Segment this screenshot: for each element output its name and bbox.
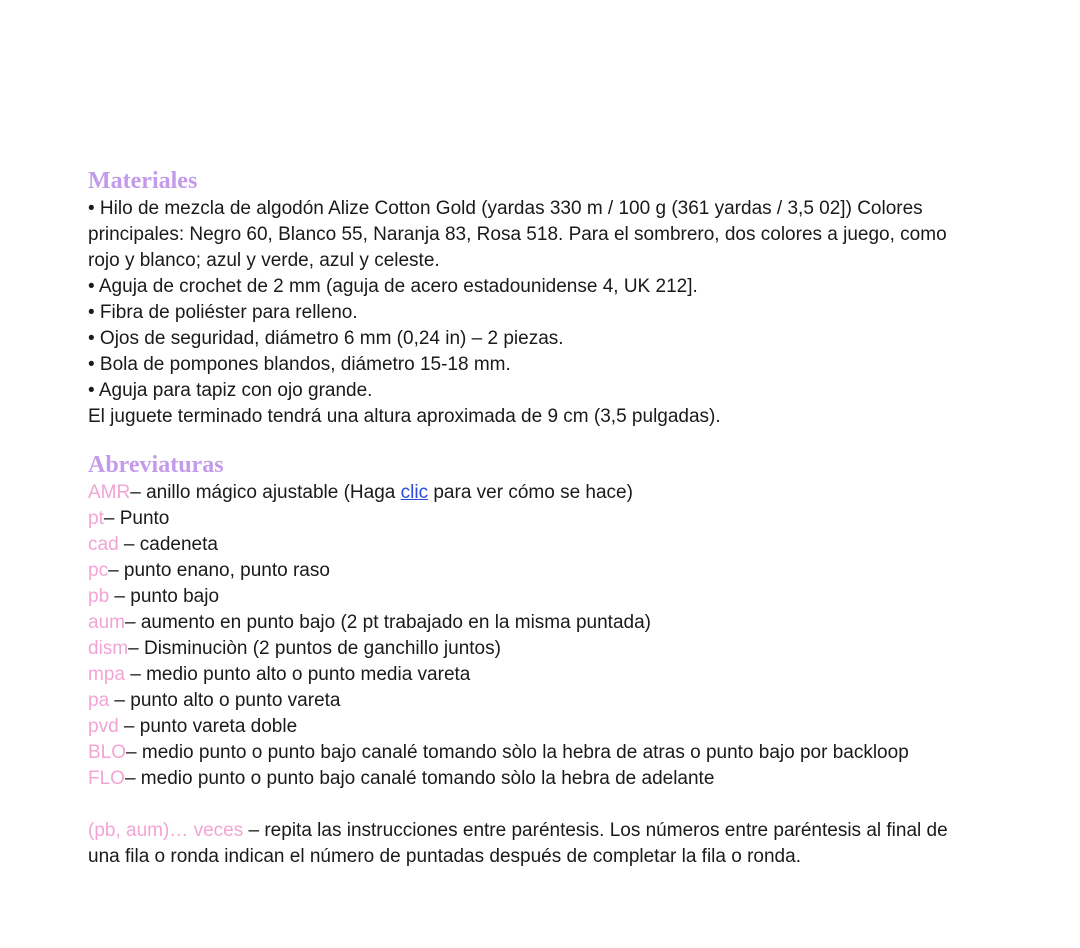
abbreviation-description: – medio punto o punto bajo canalé tomando sòlo la hebra de atras o punto bajo por backloop xyxy=(126,742,909,763)
abbreviation-code: pa xyxy=(88,690,110,711)
abbreviation-code: pvd xyxy=(88,716,119,737)
abbreviation-row xyxy=(88,558,968,584)
abbreviation-row xyxy=(88,610,968,636)
abbreviation-description: – medio punto alto o punto media vareta xyxy=(124,664,471,685)
document-page xyxy=(88,166,968,870)
abbreviation-description: – punto bajo xyxy=(109,586,220,607)
abbreviation-code: BLO xyxy=(88,742,127,763)
materials-item-eyes: • Ojos de seguridad, diámetro 6 mm (0,24 in) – 2 piezas. xyxy=(88,328,564,349)
materials-item-needle: • Aguja para tapiz con ojo grande. xyxy=(88,380,373,401)
materials-item-pompom: • Bola de pompones blandos, diámetro 15-18 mm. xyxy=(88,354,511,375)
section-spacer xyxy=(88,430,968,450)
abbreviation-description: – Disminuciòn (2 puntos de ganchillo juntos) xyxy=(128,638,501,659)
abbreviation-code: cad xyxy=(88,534,119,555)
abbreviation-row xyxy=(88,636,968,662)
repeat-explanation: – repita las instrucciones entre paréntesis. Los números entre paréntesis al final de una fila o ronda indican el número de puntadas después de completar la fila o ronda. xyxy=(88,820,948,867)
abbreviations-list xyxy=(88,480,968,792)
finished-size-note: El juguete terminado tendrá una altura aproximada de 9 cm (3,5 pulgadas). xyxy=(88,406,721,427)
materials-item-stuffing: • Fibra de poliéster para relleno. xyxy=(88,302,358,323)
abbreviation-code: pt xyxy=(88,508,104,529)
abbreviation-description: – punto vareta doble xyxy=(118,716,298,737)
materials-heading: Materiales xyxy=(88,168,198,194)
abbreviation-code: pc xyxy=(88,560,109,581)
materials-item-yarn: • Hilo de mezcla de algodón Alize Cotton Gold (yardas 330 m / 100 g (361 yardas / 3,5 02]) Colores principales: Negro 60, Blanco 55, Naranja 83, Rosa 518. Para el sombrero, dos colores a juego, como rojo y blanco; azul y verde, azul y celeste. xyxy=(88,198,947,271)
abbreviation-description: – punto alto o punto vareta xyxy=(109,690,341,711)
abbreviation-code: AMR xyxy=(88,482,131,503)
abbreviation-description: – punto enano, punto raso xyxy=(108,560,330,581)
abbreviation-row xyxy=(88,584,968,610)
abbreviation-row xyxy=(88,740,968,766)
abbreviation-row-amr xyxy=(88,480,968,506)
abbreviation-code: dism xyxy=(88,638,129,659)
abbreviation-description: – medio punto o punto bajo canalé tomando sòlo la hebra de adelante xyxy=(124,768,715,789)
abbreviations-heading: Abreviaturas xyxy=(88,452,224,478)
abbreviation-row xyxy=(88,766,968,792)
materials-item-hook: • Aguja de crochet de 2 mm (aguja de acero estadounidense 4, UK 212]. xyxy=(88,276,698,297)
abbreviation-code: pb xyxy=(88,586,110,607)
abbreviation-description: – cadeneta xyxy=(118,534,218,555)
abbreviation-row xyxy=(88,662,968,688)
abbreviation-code: aum xyxy=(88,612,125,633)
paragraph-spacer xyxy=(88,792,968,818)
abbreviation-code: mpa xyxy=(88,664,125,685)
abbreviation-code: FLO xyxy=(88,768,125,789)
abbreviation-description-tail: para ver cómo se hace) xyxy=(428,482,633,503)
magic-ring-tutorial-link[interactable]: clic xyxy=(400,482,429,503)
materials-list xyxy=(88,196,968,404)
abbreviation-description: – aumento en punto bajo (2 pt trabajado en la misma puntada) xyxy=(124,612,651,633)
abbreviation-description: – Punto xyxy=(103,508,170,529)
abbreviation-row xyxy=(88,714,968,740)
abbreviation-row xyxy=(88,506,968,532)
repeat-notation: (pb, aum)… veces xyxy=(88,820,244,841)
abbreviation-row xyxy=(88,688,968,714)
abbreviation-description: – anillo mágico ajustable (Haga xyxy=(130,482,401,503)
abbreviation-row xyxy=(88,532,968,558)
repeat-instructions-note xyxy=(88,818,968,870)
